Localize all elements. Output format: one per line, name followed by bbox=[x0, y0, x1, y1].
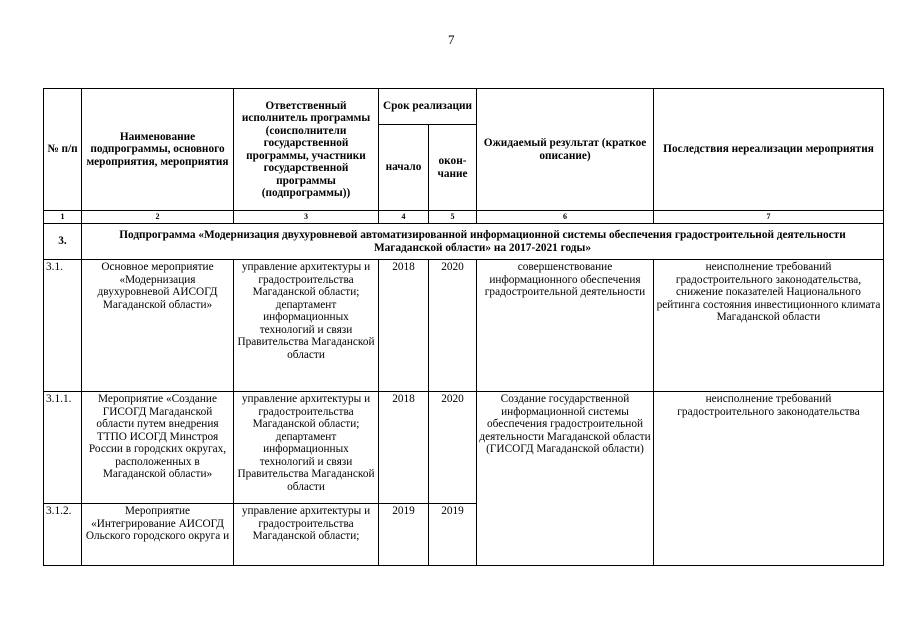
row-name: Основное мероприятие «Модернизация двухуровневой АИСОГД Магаданской области» bbox=[82, 260, 234, 392]
row-result: Создание государственной информационной системы обеспечения градостроительной деятельности Магаданской области (ГИСОГД Магаданской области) bbox=[477, 392, 654, 566]
header-executor: Ответственный исполнитель программы (соисполнители государственной программы, участники государственной программы (подпрограммы)) bbox=[234, 89, 379, 211]
table-row bbox=[44, 260, 884, 392]
row-num: 3.1.1. bbox=[44, 392, 82, 504]
row-end: 2020 bbox=[429, 260, 477, 392]
row-num: 3.1.2. bbox=[44, 504, 82, 566]
row-executor: управление архитектуры и градостроительства Магаданской области; департамент информационных технологий и связи Правительства Магаданской области bbox=[234, 392, 379, 504]
row-executor: управление архитектуры и градостроительства Магаданской области; bbox=[234, 504, 379, 566]
row-result: совершенствование информационного обеспечения градостроительной деятельности bbox=[477, 260, 654, 392]
section-title: Подпрограмма «Модернизация двухуровневой автоматизированной информационной системы обеспечения градостроительной деятельности Магаданской области» на 2017-2021 годы» bbox=[82, 224, 884, 260]
col-number: 2 bbox=[82, 211, 234, 224]
row-num: 3.1. bbox=[44, 260, 82, 392]
col-number: 4 bbox=[379, 211, 429, 224]
row-name: Мероприятие «Создание ГИСОГД Магаданской области путем внедрения ТТПО ИСОГД Минстроя России в городских округах, расположенных в Магаданской области» bbox=[82, 392, 234, 504]
table-row bbox=[44, 392, 884, 504]
row-name: Мероприятие «Интегрирование АИСОГД Ольского городского округа и bbox=[82, 504, 234, 566]
col-number: 3 bbox=[234, 211, 379, 224]
header-num: № п/п bbox=[44, 89, 82, 211]
row-consequences: неисполнение требований градостроительного законодательства, снижение показателей Национального рейтинга состояния инвестиционного климата Магаданской области bbox=[654, 260, 884, 392]
row-start: 2018 bbox=[379, 392, 429, 504]
header-term: Срок реализации bbox=[379, 89, 477, 125]
header-result: Ожидаемый результат (краткое описание) bbox=[477, 89, 654, 211]
section-num: 3. bbox=[44, 224, 82, 260]
row-start: 2019 bbox=[379, 504, 429, 566]
col-number: 6 bbox=[477, 211, 654, 224]
header-start: начало bbox=[379, 125, 429, 211]
col-number: 5 bbox=[429, 211, 477, 224]
header-name: Наименование подпрограммы, основного мероприятия, мероприятия bbox=[82, 89, 234, 211]
page-number: 7 bbox=[448, 32, 455, 47]
col-number: 7 bbox=[654, 211, 884, 224]
column-number-row bbox=[44, 211, 884, 224]
header-consequences: Последствия нереализации мероприятия bbox=[654, 89, 884, 211]
header-end: окон-чание bbox=[429, 125, 477, 211]
section-row bbox=[44, 224, 884, 260]
row-consequences: неисполнение требований градостроительного законодательства bbox=[654, 392, 884, 566]
row-executor: управление архитектуры и градостроительства Магаданской области; департамент информационных технологий и связи Правительства Магаданской области bbox=[234, 260, 379, 392]
row-start: 2018 bbox=[379, 260, 429, 392]
program-table bbox=[43, 88, 884, 566]
row-end: 2019 bbox=[429, 504, 477, 566]
col-number: 1 bbox=[44, 211, 82, 224]
row-end: 2020 bbox=[429, 392, 477, 504]
